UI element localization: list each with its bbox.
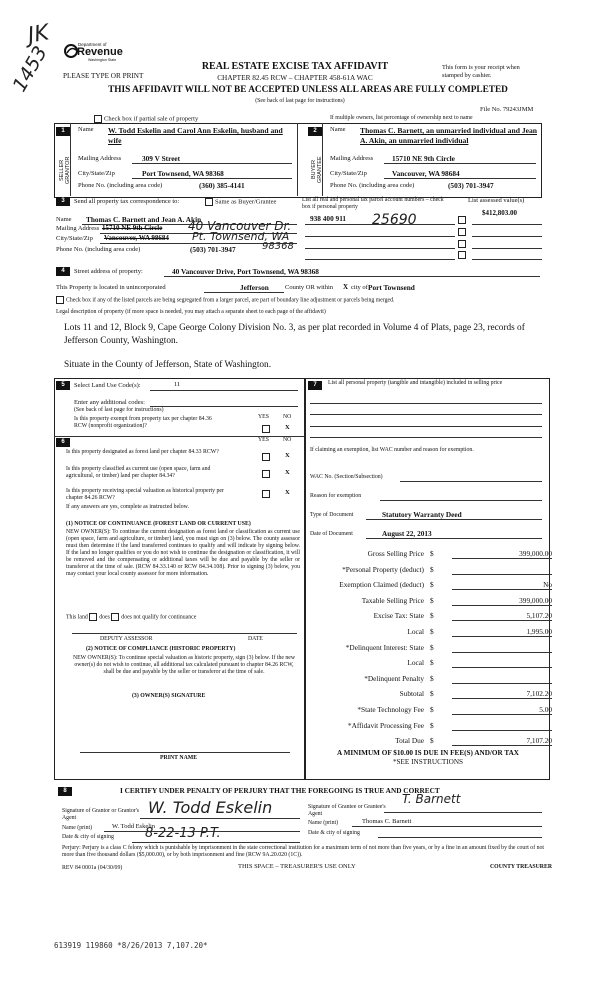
money-value: 7,102.20 [452, 689, 552, 699]
seller-name: W. Todd Eskelin and Carol Ann Eskelin, husband and wife [108, 126, 283, 145]
form-title: REAL ESTATE EXCISE TAX AFFIDAVIT [201, 61, 389, 72]
tax-corr-address-struck: 15710 NE 9th Circle [102, 224, 163, 232]
money-value: 1,995.00 [452, 627, 552, 637]
money-label: Excise Tax: State [373, 611, 424, 621]
dollar-sign: $ [430, 611, 434, 621]
money-value: 7,107.20 [452, 736, 552, 746]
dollar-sign: $ [430, 627, 434, 636]
money-label: Exemption Claimed (deduct) [339, 580, 424, 590]
dollar-sign: $ [430, 720, 434, 730]
seller-city: Port Townsend, WA 98368 [142, 169, 224, 178]
tax-corr-city-struck: Vancouver, WA 98684 [104, 234, 169, 242]
property-address: 40 Vancouver Drive, Port Townsend, WA 98368 [172, 267, 319, 276]
county: Jefferson [240, 283, 269, 292]
form-warning: THIS AFFIDAVIT WILL NOT BE ACCEPTED UNLESS ALL AREAS ARE FULLY COMPLETED [108, 85, 508, 95]
grantee-name: Thomas C. Barnett [362, 818, 412, 825]
money-value: 5.00 [452, 705, 552, 715]
dollar-sign: $ [430, 595, 434, 605]
partial-sale: Check box if partial sale of property [94, 115, 198, 123]
logo-mark-icon [64, 44, 78, 58]
cashier-stamp: 613919 119860 *8/26/2013 7,107.20* [54, 941, 208, 950]
tax-corr-address-hand: 40 Vancouver Dr. [188, 219, 292, 233]
money-value [452, 643, 552, 653]
see-back: (See back of last page for instructions) [255, 98, 345, 104]
section-3-badge: 3 [56, 197, 70, 206]
does-not-checkbox[interactable] [111, 613, 119, 621]
money-label: *State Technology Fee [357, 705, 424, 714]
tax-corr-name: Thomas C. Barnett and Jean A. Akin [86, 215, 202, 224]
city: Port Townsend [368, 283, 415, 292]
personal-property-checkbox-4[interactable] [458, 251, 466, 259]
see-instructions: *SEE INSTRUCTIONS [392, 758, 464, 766]
treasurer-space: THIS SPACE – TREASURER'S USE ONLY [238, 863, 356, 870]
historic-yes-checkbox[interactable] [262, 490, 270, 498]
does-checkbox[interactable] [89, 613, 97, 621]
handwritten-initials: JK [25, 20, 51, 49]
certify-statement: I CERTIFY UNDER PENALTY OF PERJURY THAT THE FOREGOING IS TRUE AND CORRECT [120, 786, 440, 795]
money-value [452, 721, 552, 731]
legal-description: Lots 11 and 12, Block 9, Cape George Colony Division No. 3, as per plat recorded in Volume 4 of Plats, page 23, records of Jefferson County, Washington. [64, 323, 525, 347]
document-date: August 22, 2013 [382, 529, 432, 538]
dollar-sign: $ [430, 689, 434, 699]
section-2-badge: 2 [308, 127, 322, 136]
land-use-code: 11 [174, 381, 181, 388]
money-value [452, 658, 552, 668]
handwritten-number: 1453 [8, 42, 52, 96]
dollar-sign: $ [430, 564, 434, 574]
money-value: 399,000.00 [452, 596, 552, 606]
minimum-due: A MINIMUM OF $10.00 IS DUE IN FEE(S) AND/OR TAX [337, 749, 519, 757]
money-value: 399,000.00 [452, 549, 552, 559]
tax-corr-city-hand: Pt. Townsend, WA [192, 230, 290, 243]
perjury-notice: Perjury: Perjury is a class C felony which is punishable by imprisonment in the state correctional institution for a maximum term of not more than five years, or by a fine in an amount fixed by the court of not more than five thousand dollars ($5,000.00), or by both imprisonment and fine (RCW 9A.20.020 (1C)). [62, 845, 544, 859]
rev-number: REV 84 0001a (04/30/09) [62, 865, 123, 871]
money-value [452, 565, 552, 575]
exempt-no-mark: X [285, 424, 290, 431]
money-label: *Delinquent Penalty [364, 673, 424, 683]
dollar-sign: $ [430, 580, 434, 590]
personal-property-checkbox-1[interactable] [458, 216, 466, 224]
section-5-badge: 5 [56, 381, 70, 390]
situate: Situate in the County of Jefferson, State of Washington. [64, 360, 272, 370]
grantee-signature[interactable]: T. Barnett [402, 792, 461, 806]
money-label: Local [407, 658, 424, 668]
please-type: PLEASE TYPE OR PRINT [63, 72, 144, 80]
dollar-sign: $ [430, 642, 434, 652]
section-6-badge: 6 [56, 438, 70, 447]
partial-sale-checkbox[interactable] [94, 115, 102, 123]
dollar-sign: $ [430, 658, 434, 668]
forest-yes-checkbox[interactable] [262, 453, 270, 461]
personal-property-checkbox-2[interactable] [458, 228, 466, 236]
money-label: *Personal Property (deduct) [342, 564, 424, 574]
grantor-signature[interactable]: W. Todd Eskelin [148, 798, 273, 817]
dollar-sign: $ [430, 705, 434, 714]
seller-address: 309 V Street [142, 154, 181, 163]
money-label: Taxable Selling Price [361, 595, 424, 605]
notice-continuance: NEW OWNER(S): To continue the current designation as forest land or classification as current use (open space, farm and agriculture, or timber) land, you must sign on (3) below. The county assessor must then determine if the land transferred continues to qualify and will indicate by signing below. If the land no longer qualifies or you do not wish to continue the designation or classification, it will be removed and the compensating or additional taxes will be due and payable by the seller or transferor at the time of sale. (RCW 84.33.140 or RCW 84.34.108). Prior to signing (3) below, you may contact your local county assessor for more information. [66, 529, 300, 578]
buyer-address: 15710 NE 9th Circle [392, 154, 455, 163]
personal-property-checkbox-3[interactable] [458, 240, 466, 248]
grantor-date: 8-22-13 P.T. [145, 826, 221, 841]
assessed-value: $412,803.00 [482, 209, 517, 217]
money-label: *Affidavit Processing Fee [347, 720, 424, 730]
money-value: No [452, 580, 552, 590]
section-7-badge: 7 [308, 381, 322, 390]
notice-compliance: NEW OWNER(S): To continue special valuation as historic property, sign (3) below. If the new owner(s) do not wish to continue, all additional tax calculated pursuant to chapter 84.26 RCW, shall be due and payable by the seller or transferor at the time of sale. [72, 655, 296, 676]
parcel-hand: 25690 [372, 212, 417, 228]
exempt-yes-checkbox[interactable] [262, 425, 270, 433]
money-label: Total Due [395, 736, 424, 746]
dollar-sign: $ [430, 736, 434, 746]
same-as-buyer-checkbox[interactable] [205, 198, 213, 206]
buyer-name: Thomas C. Barnett, an unmarried individual and Jean A. Akin, an unmarried individual [360, 126, 538, 145]
current-use-yes-checkbox[interactable] [262, 470, 270, 478]
section-1-badge: 1 [56, 127, 70, 136]
multiple-owners-note: If multiple owners, list percentage of ownership next to name [330, 115, 473, 121]
section-4-badge: 4 [56, 267, 70, 276]
money-label: Gross Selling Price [367, 549, 424, 558]
form-chapter: CHAPTER 82.45 RCW – CHAPTER 458-61A WAC [217, 73, 373, 82]
parcel-number: 938 400 911 [310, 214, 347, 223]
buyer-city: Vancouver, WA 98684 [392, 169, 460, 178]
seller-phone: (360) 385-4141 [199, 181, 245, 190]
grantor-name: W. Todd Eskelin [112, 823, 156, 830]
segregated-checkbox[interactable] [56, 296, 64, 304]
dollar-sign: $ [430, 549, 434, 558]
money-value: 5,107.20 [452, 611, 552, 621]
dollar-sign: $ [430, 673, 434, 683]
buyer-phone: (503) 701-3947 [448, 181, 494, 190]
money-label: Local [407, 627, 424, 636]
tax-corr-phone: (503) 701-3947 [190, 245, 236, 254]
county-treasurer: COUNTY TREASURER [490, 864, 553, 870]
money-label: Subtotal [399, 689, 424, 699]
receipt-note: This form is your receipt when stamped by cashier. [442, 64, 520, 79]
file-number: File No. 79243JMM [480, 106, 534, 113]
document-type: Statutory Warranty Deed [382, 510, 462, 519]
section-8-badge: 8 [58, 787, 72, 796]
money-value [452, 674, 552, 684]
money-label: *Delinquent Interest: State [345, 642, 424, 652]
